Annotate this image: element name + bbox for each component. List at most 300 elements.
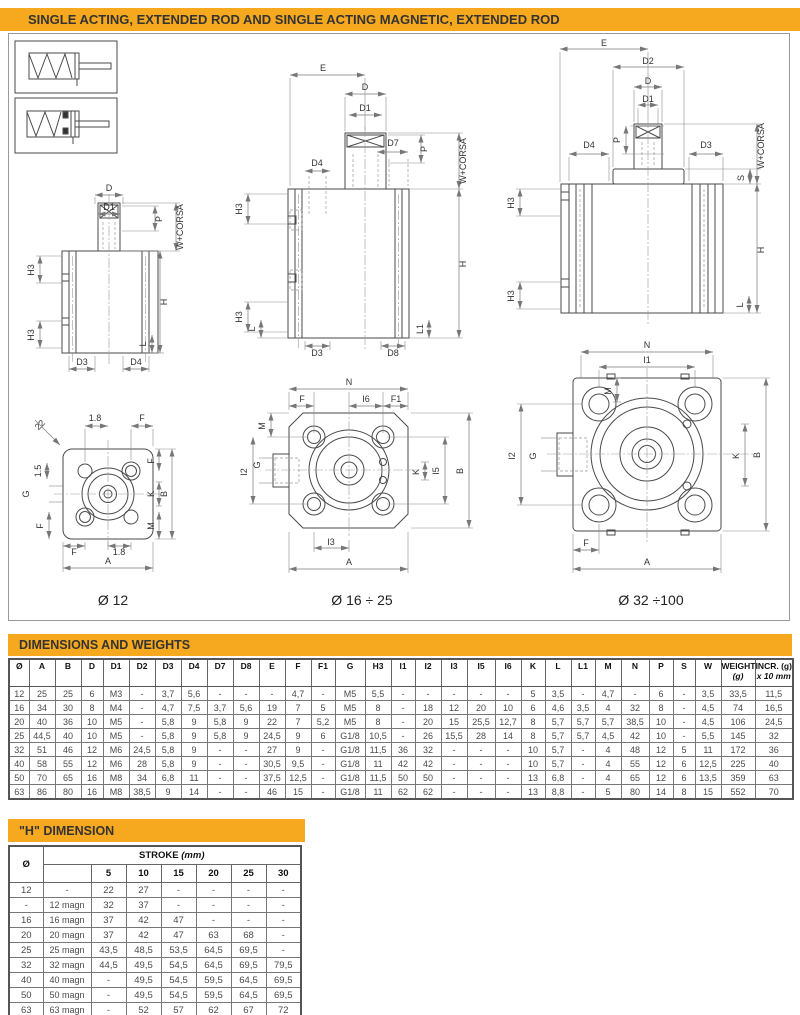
dim-cell: 5,8	[155, 729, 181, 743]
dim-table-row	[9, 785, 793, 800]
dim-label: M	[257, 422, 267, 430]
dim-label: D	[105, 183, 113, 193]
dim-cell: 32	[621, 701, 649, 715]
dim-label: I2	[507, 452, 517, 460]
dim-cell: -	[233, 771, 259, 785]
dim-label: M	[603, 387, 613, 395]
dim-cell: 11,5	[755, 687, 793, 701]
dim-col-header: D3	[155, 659, 181, 687]
dim-cell: 5,5	[695, 729, 721, 743]
dim-table-row	[9, 743, 793, 757]
dim-cell: 9	[181, 715, 207, 729]
h-cell: 22	[91, 883, 126, 898]
h-cell: 54,5	[161, 958, 196, 973]
dim-cell: -	[129, 729, 155, 743]
dim-label: W+CORSA	[175, 204, 185, 250]
dim-cell: 34	[129, 771, 155, 785]
dim-cell: -	[495, 687, 521, 701]
dim-label: D4	[583, 140, 595, 150]
h-cell: 69,5	[266, 988, 301, 1003]
dim-cell: 16	[9, 701, 29, 715]
dim-cell: 10	[81, 729, 103, 743]
dim-cell: 38,5	[129, 785, 155, 800]
dim-label: D4	[311, 158, 323, 168]
dim-table-row	[9, 687, 793, 701]
dim-cell: 4	[595, 771, 621, 785]
h-cell: -	[266, 928, 301, 943]
dim-label: G	[528, 452, 538, 460]
dim-cell: 30,5	[259, 757, 285, 771]
dim-cell: 12	[649, 743, 673, 757]
dim-cell: -	[441, 757, 467, 771]
dim-cell: -	[311, 743, 335, 757]
dim-col-header: N	[621, 659, 649, 687]
dim-cell: -	[311, 771, 335, 785]
h-cell: 67	[231, 1003, 266, 1015]
h-cell: 20	[9, 928, 43, 943]
dim-cell: 36	[755, 743, 793, 757]
dim-cell: 5	[311, 701, 335, 715]
dim-cell: -	[259, 687, 285, 701]
dim-table-row	[9, 729, 793, 743]
dim-col-header: I2	[415, 659, 441, 687]
dim-label: H3	[506, 197, 516, 209]
dim-cell: 27	[259, 743, 285, 757]
dim-label: K	[146, 490, 156, 498]
h-cell: 16	[9, 913, 43, 928]
dim-cell: 5,7	[571, 729, 595, 743]
dim-cell: 10	[521, 743, 545, 757]
dimensions-table-title-bar	[8, 634, 792, 656]
dim-label: I5	[431, 467, 441, 475]
dim-cell: 14	[495, 729, 521, 743]
dim-label: D7	[387, 138, 399, 148]
dim-cell: M4	[103, 701, 129, 715]
dim-cell: -	[495, 785, 521, 800]
dim-cell: 6	[311, 729, 335, 743]
dim-cell: 30	[55, 701, 81, 715]
h-cell: -	[161, 883, 196, 898]
dim-cell: 3,7	[155, 687, 181, 701]
dim-label: K	[411, 468, 421, 476]
dim-label: G	[252, 461, 262, 469]
dim-cell: 20	[415, 715, 441, 729]
dim-cell: -	[233, 785, 259, 800]
dim-cell: 9	[155, 785, 181, 800]
dim-cell: -	[441, 687, 467, 701]
dim-cell: 18	[415, 701, 441, 715]
dim-label: H	[756, 246, 766, 254]
dim-cell: 12	[441, 701, 467, 715]
dim-label: M	[146, 522, 156, 530]
h-table-row	[9, 958, 301, 973]
h-cell: -	[231, 898, 266, 913]
dim-col-header: D8	[233, 659, 259, 687]
dim-cell: 32	[415, 743, 441, 757]
dim-cell: -	[129, 715, 155, 729]
dim-col-header: F	[285, 659, 311, 687]
dim-cell: -	[233, 687, 259, 701]
dim-cell: 33,5	[721, 687, 755, 701]
dim-cell: 5,5	[365, 687, 391, 701]
dim-cell: 12	[81, 743, 103, 757]
dim-cell: -	[495, 771, 521, 785]
dim-cell: 80	[621, 785, 649, 800]
dim-cell: 86	[29, 785, 55, 800]
dim-cell: -	[495, 743, 521, 757]
dim-label: 1.8	[88, 413, 102, 423]
dim-cell: 24,5	[755, 715, 793, 729]
technical-drawings	[9, 34, 789, 620]
h-cell: -	[266, 898, 301, 913]
h-cell: 64,5	[196, 943, 231, 958]
dim-col-header: Ø	[9, 659, 29, 687]
dim-col-header: I3	[441, 659, 467, 687]
dim-cell: 5,8	[207, 729, 233, 743]
dim-cell: 7	[285, 715, 311, 729]
h-table-row	[9, 973, 301, 988]
h-cell: 25 magn	[43, 943, 91, 958]
dim-cell: 12,7	[495, 715, 521, 729]
dim-label: F	[299, 394, 305, 404]
dim-cell: 12	[81, 757, 103, 771]
dim-cell: 4,5	[695, 701, 721, 715]
dim-cell: 80	[55, 785, 81, 800]
dim-cell: 55	[55, 757, 81, 771]
dim-cell: 37,5	[259, 771, 285, 785]
h-cell: 12 magn	[43, 898, 91, 913]
dim-label: D1	[359, 103, 371, 113]
h-cell: 79,5	[266, 958, 301, 973]
dim-cell: 5,7	[545, 729, 571, 743]
dimensions-table-title: DIMENSIONS AND WEIGHTS	[19, 638, 191, 652]
dim-cell: 38,5	[621, 715, 649, 729]
dim-table-row	[9, 771, 793, 785]
h-cell: 72	[266, 1003, 301, 1015]
dim-cell: 34	[29, 701, 55, 715]
dim-cell: 5,8	[155, 715, 181, 729]
h-cell: 64,5	[231, 988, 266, 1003]
dim-cell: -	[391, 715, 415, 729]
dim-label: F1	[390, 394, 402, 404]
dim-cell: 15	[695, 785, 721, 800]
dim-cell: -	[673, 729, 695, 743]
dim-cell: 3,5	[571, 701, 595, 715]
dim-label: A	[104, 556, 112, 566]
dim-cell: G1/8	[335, 785, 365, 800]
dim-label: H	[458, 260, 468, 268]
h-cell: -	[91, 1003, 126, 1015]
dim-cell: 225	[721, 757, 755, 771]
dim-cell: 5,2	[311, 715, 335, 729]
dim-cell: -	[233, 743, 259, 757]
dim-label: E	[319, 63, 327, 73]
dim-cell: 12,5	[285, 771, 311, 785]
dim-cell: -	[467, 785, 495, 800]
h-cell: 37	[91, 913, 126, 928]
dim-cell: 44,5	[29, 729, 55, 743]
h-cell: -	[231, 883, 266, 898]
dim-col-header: K	[521, 659, 545, 687]
dim-cell: 9	[181, 757, 207, 771]
dim-label: D3	[311, 348, 323, 358]
dim-cell: 5,8	[207, 715, 233, 729]
dim-cell: 25	[29, 687, 55, 701]
dim-label: K	[731, 452, 741, 460]
dim-label: G	[21, 490, 31, 498]
h-cell: 50 magn	[43, 988, 91, 1003]
h-dimension-title-bar	[8, 819, 305, 842]
h-cell: 44,5	[91, 958, 126, 973]
front-view-d32-100	[516, 49, 761, 324]
dim-cell: M5	[103, 715, 129, 729]
dim-label: D4	[130, 357, 142, 367]
dim-cell: -	[571, 771, 595, 785]
dim-col-header: D1	[103, 659, 129, 687]
dim-cell: 552	[721, 785, 755, 800]
dim-cell: 42	[415, 757, 441, 771]
h-cell: 59,5	[196, 973, 231, 988]
dim-table-row	[9, 757, 793, 771]
dim-cell: 12	[649, 757, 673, 771]
h-cell: -	[196, 883, 231, 898]
dim-label: N	[345, 377, 353, 387]
h-cell: 57	[161, 1003, 196, 1015]
dim-label: D	[644, 76, 652, 86]
dim-cell: G1/8	[335, 757, 365, 771]
dim-cell: 3,5	[545, 687, 571, 701]
dim-label: N	[643, 340, 651, 350]
dim-cell: 32	[755, 729, 793, 743]
h-cell: -	[266, 883, 301, 898]
dim-col-header: A	[29, 659, 55, 687]
dim-col-header: G	[335, 659, 365, 687]
dim-cell: -	[415, 687, 441, 701]
dim-cell: 9	[233, 715, 259, 729]
dim-cell: 15,5	[441, 729, 467, 743]
dim-cell: 20	[9, 715, 29, 729]
dim-cell: 11,5	[365, 771, 391, 785]
h-stroke-col: 10	[126, 865, 161, 883]
dim-col-header: I6	[495, 659, 521, 687]
dim-label: H3	[234, 203, 244, 215]
dim-cell: 6,8	[155, 771, 181, 785]
h-table-row	[9, 928, 301, 943]
dim-cell: 50	[391, 771, 415, 785]
dim-label: E	[600, 38, 608, 48]
dim-cell: 50	[9, 771, 29, 785]
dim-cell: 8	[365, 715, 391, 729]
dim-label: D1	[103, 202, 115, 212]
dim-label: D3	[76, 357, 88, 367]
dim-cell: 11,5	[365, 743, 391, 757]
h-cell: -	[161, 898, 196, 913]
dim-cell: -	[571, 757, 595, 771]
h-cell: 43,5	[91, 943, 126, 958]
dim-label: B	[752, 451, 762, 459]
dim-label: 22	[32, 417, 47, 432]
dim-cell: 25,5	[467, 715, 495, 729]
dim-col-header: H3	[365, 659, 391, 687]
dim-cell: 16,5	[755, 701, 793, 715]
dim-cell: 50	[415, 771, 441, 785]
dim-cell: 10	[495, 701, 521, 715]
dim-cell: 4	[595, 701, 621, 715]
dim-cell: -	[441, 785, 467, 800]
dim-cell: 13	[521, 785, 545, 800]
dim-cell: 145	[721, 729, 755, 743]
dim-cell: -	[571, 785, 595, 800]
dim-cell: 8	[649, 701, 673, 715]
h-stroke-col: 15	[161, 865, 196, 883]
dim-label: H3	[234, 311, 244, 323]
dim-cell: 5,7	[571, 715, 595, 729]
h-cell: 63 magn	[43, 1003, 91, 1015]
h-dimension-title: "H" DIMENSION	[19, 823, 115, 838]
dim-cell: 25	[9, 729, 29, 743]
dim-cell: 16	[81, 771, 103, 785]
h-cell: 47	[161, 928, 196, 943]
dim-col-header: F1	[311, 659, 335, 687]
dim-cell: 9	[181, 729, 207, 743]
dim-cell: 11	[365, 757, 391, 771]
dim-cell: 10	[649, 729, 673, 743]
dim-cell: 10	[649, 715, 673, 729]
dim-cell: -	[621, 687, 649, 701]
dim-cell: 42	[391, 757, 415, 771]
dim-cell: 6	[649, 687, 673, 701]
dim-cell: -	[571, 687, 595, 701]
dim-cell: 11	[181, 771, 207, 785]
dim-cell: 9	[181, 743, 207, 757]
dim-cell: 8	[81, 701, 103, 715]
dim-cell: 16	[81, 785, 103, 800]
dim-cell: 106	[721, 715, 755, 729]
dim-cell: 65	[621, 771, 649, 785]
dim-cell: 5,7	[595, 715, 621, 729]
dim-label: 1.5	[33, 464, 43, 478]
dim-label: F	[139, 413, 145, 423]
h-cell: 40 magn	[43, 973, 91, 988]
h-stroke-col: 20	[196, 865, 231, 883]
dim-cell: 11	[695, 743, 721, 757]
h-cell: 69,5	[231, 943, 266, 958]
dim-cell: -	[467, 743, 495, 757]
dim-col-header: S	[673, 659, 695, 687]
dim-label: W+CORSA	[458, 138, 468, 184]
dim-cell: 40	[55, 729, 81, 743]
dim-cell: 4,7	[285, 687, 311, 701]
dim-cell: 10	[81, 715, 103, 729]
dim-cell: -	[441, 743, 467, 757]
dim-cell: -	[311, 785, 335, 800]
h-cell: -	[266, 943, 301, 958]
dim-label: F	[71, 547, 77, 557]
dim-cell: 36	[55, 715, 81, 729]
dim-col-header: M	[595, 659, 621, 687]
h-cell: 20 magn	[43, 928, 91, 943]
dim-cell: G1/8	[335, 729, 365, 743]
view-caption: Ø 16 ÷ 25	[331, 592, 393, 608]
dim-label: A	[643, 557, 651, 567]
dim-cell: 42	[621, 729, 649, 743]
dim-cell: M5	[335, 715, 365, 729]
dim-cell: 63	[9, 785, 29, 800]
dim-cell: M5	[335, 701, 365, 715]
dim-cell: 70	[29, 771, 55, 785]
dim-label: 1.8	[112, 547, 126, 557]
h-cell: 50	[9, 988, 43, 1003]
dim-cell: 4,7	[595, 687, 621, 701]
h-cell: 32 magn	[43, 958, 91, 973]
dim-cell: 7,5	[181, 701, 207, 715]
dim-cell: -	[233, 757, 259, 771]
dim-cell: 3,7	[207, 701, 233, 715]
h-cell: 40	[9, 973, 43, 988]
dim-cell: 40	[755, 757, 793, 771]
h-cell: 69,5	[266, 973, 301, 988]
dim-cell: 15	[441, 715, 467, 729]
dim-cell: M6	[103, 757, 129, 771]
dim-cell: 26	[415, 729, 441, 743]
h-cell: 68	[231, 928, 266, 943]
dim-cell: 8	[521, 715, 545, 729]
dim-label: F	[146, 458, 156, 464]
h-table-row	[9, 898, 301, 913]
dim-col-header: INCR. (g) x 10 mm	[755, 659, 793, 687]
dim-cell: 13,5	[695, 771, 721, 785]
h-cell: 48,5	[126, 943, 161, 958]
dim-col-header: I1	[391, 659, 415, 687]
dim-cell: 5	[595, 785, 621, 800]
h-table-row	[9, 883, 301, 898]
bottom-view-d16-25	[249, 389, 473, 573]
dim-label: S	[736, 174, 746, 182]
dim-cell: 6,8	[545, 771, 571, 785]
view-caption: Ø 12	[97, 592, 129, 608]
h-cell: -	[231, 913, 266, 928]
dim-col-header: D	[81, 659, 103, 687]
dim-col-header: I5	[467, 659, 495, 687]
dim-label: B	[159, 490, 169, 498]
dim-cell: 5,7	[545, 715, 571, 729]
h-stroke-col: 25	[231, 865, 266, 883]
h-variant-header	[43, 865, 91, 883]
dim-cell: 3,5	[695, 687, 721, 701]
dim-cell: M6	[103, 743, 129, 757]
dim-cell: 24,5	[129, 743, 155, 757]
dim-cell: 58	[29, 757, 55, 771]
h-cell: 62	[196, 1003, 231, 1015]
dim-label: W+CORSA	[756, 123, 766, 169]
h-cell: 63	[9, 1003, 43, 1015]
dim-cell: -	[391, 729, 415, 743]
dim-label: H3	[506, 290, 516, 302]
h-col-diameter: Ø	[9, 846, 43, 883]
dim-label: D2	[642, 56, 654, 66]
h-cell: 42	[126, 928, 161, 943]
dim-label: D1	[642, 94, 654, 104]
dim-cell: 20	[467, 701, 495, 715]
h-cell: 42	[126, 913, 161, 928]
dim-cell: -	[129, 687, 155, 701]
dim-cell: 8	[365, 701, 391, 715]
dim-label: L	[735, 302, 745, 308]
dim-cell: 13	[521, 771, 545, 785]
dim-label: L	[247, 326, 257, 332]
dim-cell: 14	[649, 785, 673, 800]
dim-label: H3	[26, 264, 36, 276]
